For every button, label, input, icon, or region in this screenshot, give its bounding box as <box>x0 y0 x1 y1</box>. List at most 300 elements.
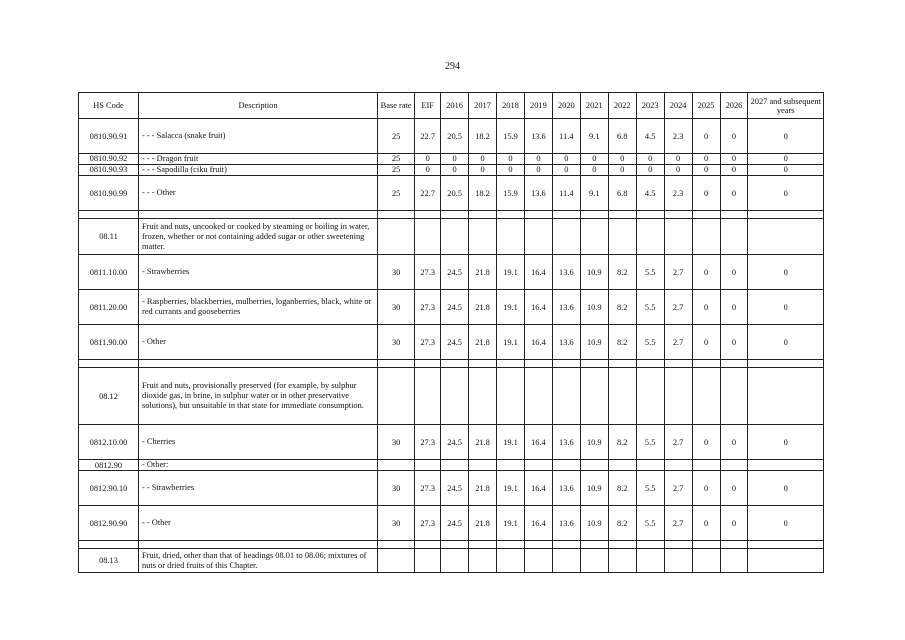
rate-cell: 8.2 <box>608 290 636 325</box>
rate-cell: 30 <box>378 290 415 325</box>
description-cell: - Raspberries, blackberries, mulberries, loganberries, black, white or red currants and gooseberries <box>139 290 378 325</box>
rate-cell <box>748 368 824 425</box>
rate-cell: 5.5 <box>636 255 664 290</box>
rate-cell <box>415 211 441 219</box>
description-cell: - Other: <box>139 460 378 471</box>
rate-cell <box>552 541 580 549</box>
description-cell: - Strawberries <box>139 255 378 290</box>
rate-cell: 13.6 <box>524 176 552 211</box>
rate-cell <box>692 219 720 255</box>
table-row <box>79 460 824 471</box>
rate-cell <box>469 460 497 471</box>
description-cell <box>139 360 378 368</box>
rate-cell <box>378 460 415 471</box>
column-header: 2025 <box>692 93 720 119</box>
rate-cell: 27.3 <box>415 255 441 290</box>
rate-cell: 27.3 <box>415 325 441 360</box>
column-header: 2018 <box>497 93 525 119</box>
rate-cell: 0 <box>720 425 748 460</box>
column-header: 2026 <box>720 93 748 119</box>
rate-cell <box>524 541 552 549</box>
rate-cell <box>469 541 497 549</box>
rate-cell: 0 <box>748 325 824 360</box>
rate-cell <box>497 541 525 549</box>
hs-code-cell <box>79 211 139 219</box>
hs-code-cell: 0811.10.00 <box>79 255 139 290</box>
rate-cell: 0 <box>664 154 692 165</box>
rate-cell <box>636 368 664 425</box>
rate-cell <box>608 460 636 471</box>
rate-cell: 5.5 <box>636 471 664 506</box>
rate-cell: 0 <box>720 290 748 325</box>
rate-cell <box>636 219 664 255</box>
rate-cell: 5.5 <box>636 506 664 541</box>
description-cell: - - - Dragon fruit <box>139 154 378 165</box>
description-cell <box>139 541 378 549</box>
rate-cell <box>378 211 415 219</box>
rate-cell <box>378 549 415 573</box>
rate-cell: 0 <box>552 165 580 176</box>
rate-cell: 16.4 <box>524 255 552 290</box>
rate-cell <box>748 549 824 573</box>
rate-cell <box>720 549 748 573</box>
page-number: 294 <box>445 61 460 72</box>
rate-cell: 19.1 <box>497 290 525 325</box>
rate-cell: 0 <box>524 154 552 165</box>
rate-cell <box>552 211 580 219</box>
description-cell: - - Other <box>139 506 378 541</box>
rate-cell: 21.8 <box>469 471 497 506</box>
rate-cell: 0 <box>608 165 636 176</box>
rate-cell: 10.9 <box>580 425 608 460</box>
description-cell: - - - Sapodilla (ciku fruit) <box>139 165 378 176</box>
column-header: 2016 <box>441 93 469 119</box>
description-cell: - - - Salacca (snake fruit) <box>139 119 378 154</box>
rate-cell <box>580 360 608 368</box>
rate-cell: 0 <box>441 154 469 165</box>
rate-cell: 10.9 <box>580 290 608 325</box>
rate-cell: 0 <box>580 154 608 165</box>
rate-cell <box>636 541 664 549</box>
rate-cell <box>441 211 469 219</box>
rate-cell: 0 <box>580 165 608 176</box>
rate-cell <box>441 360 469 368</box>
rate-cell: 0 <box>692 255 720 290</box>
column-header: Description <box>139 93 378 119</box>
rate-cell: 24.5 <box>441 325 469 360</box>
rate-cell <box>720 211 748 219</box>
table-row <box>79 471 824 506</box>
rate-cell: 0 <box>720 119 748 154</box>
table-row <box>79 506 824 541</box>
rate-cell: 24.5 <box>441 290 469 325</box>
rate-cell <box>580 549 608 573</box>
rate-cell <box>497 219 525 255</box>
rate-cell: 0 <box>415 165 441 176</box>
rate-cell <box>692 549 720 573</box>
rate-cell <box>415 549 441 573</box>
rate-cell: 20.5 <box>441 119 469 154</box>
rate-cell: 10.9 <box>580 325 608 360</box>
table-header-row <box>79 93 824 119</box>
rate-cell: 27.3 <box>415 425 441 460</box>
description-cell: - Other <box>139 325 378 360</box>
rate-cell <box>720 368 748 425</box>
rate-cell <box>608 360 636 368</box>
table-row <box>79 549 824 573</box>
rate-cell <box>580 541 608 549</box>
column-header: HS Code <box>79 93 139 119</box>
rate-cell: 10.9 <box>580 255 608 290</box>
rate-cell <box>748 211 824 219</box>
rate-cell <box>524 549 552 573</box>
rate-cell: 13.6 <box>524 119 552 154</box>
column-header: EIF <box>415 93 441 119</box>
hs-code-cell: 0812.10.00 <box>79 425 139 460</box>
rate-cell: 21.8 <box>469 290 497 325</box>
rate-cell: 18.2 <box>469 119 497 154</box>
rate-cell <box>580 219 608 255</box>
rate-cell: 0 <box>692 165 720 176</box>
rate-cell <box>552 460 580 471</box>
rate-cell: 0 <box>692 325 720 360</box>
rate-cell <box>524 460 552 471</box>
table-row <box>79 541 824 549</box>
rate-cell: 2.7 <box>664 290 692 325</box>
rate-cell <box>608 211 636 219</box>
rate-cell: 0 <box>748 165 824 176</box>
rate-cell <box>580 211 608 219</box>
column-header: 2023 <box>636 93 664 119</box>
rate-cell <box>636 360 664 368</box>
rate-cell: 0 <box>748 425 824 460</box>
hs-code-cell: 0810.90.92 <box>79 154 139 165</box>
rate-cell: 0 <box>692 119 720 154</box>
rate-cell: 0 <box>497 154 525 165</box>
rate-cell: 27.3 <box>415 290 441 325</box>
rate-cell <box>608 541 636 549</box>
rate-cell: 0 <box>692 154 720 165</box>
rate-cell <box>469 549 497 573</box>
rate-cell: 22.7 <box>415 119 441 154</box>
rate-cell <box>415 541 441 549</box>
rate-cell <box>415 460 441 471</box>
rate-cell: 0 <box>497 165 525 176</box>
hs-code-cell: 08.11 <box>79 219 139 255</box>
rate-cell: 0 <box>608 154 636 165</box>
rate-cell <box>636 211 664 219</box>
description-cell: - Cherries <box>139 425 378 460</box>
rate-cell <box>664 460 692 471</box>
rate-cell: 2.7 <box>664 425 692 460</box>
rate-cell: 19.1 <box>497 425 525 460</box>
rate-cell: 5.5 <box>636 425 664 460</box>
description-cell <box>139 211 378 219</box>
rate-cell <box>748 219 824 255</box>
rate-cell <box>441 368 469 425</box>
hs-code-cell <box>79 360 139 368</box>
table-row <box>79 255 824 290</box>
rate-cell <box>664 541 692 549</box>
rate-cell <box>415 360 441 368</box>
rate-cell: 25 <box>378 176 415 211</box>
rate-cell <box>720 541 748 549</box>
rate-cell <box>497 460 525 471</box>
rate-cell <box>692 541 720 549</box>
rate-cell: 6.8 <box>608 119 636 154</box>
rate-cell <box>497 211 525 219</box>
rate-cell <box>608 549 636 573</box>
rate-cell: 13.6 <box>552 255 580 290</box>
table-row <box>79 325 824 360</box>
table-row <box>79 219 824 255</box>
rate-cell <box>720 360 748 368</box>
rate-cell <box>664 549 692 573</box>
rate-cell: 13.6 <box>552 325 580 360</box>
rate-cell: 10.9 <box>580 506 608 541</box>
rate-cell: 21.8 <box>469 255 497 290</box>
rate-cell: 0 <box>720 506 748 541</box>
column-header: 2022 <box>608 93 636 119</box>
rate-cell: 8.2 <box>608 425 636 460</box>
rate-cell: 8.2 <box>608 471 636 506</box>
hs-code-cell: 08.12 <box>79 368 139 425</box>
rate-cell <box>441 549 469 573</box>
rate-cell <box>608 368 636 425</box>
tariff-schedule-table <box>78 92 824 573</box>
description-cell: Fruit and nuts, uncooked or cooked by steaming or boiling in water, frozen, whether or not containing added sugar or other sweetening matter. <box>139 219 378 255</box>
rate-cell <box>748 360 824 368</box>
rate-cell <box>497 360 525 368</box>
rate-cell: 19.1 <box>497 471 525 506</box>
rate-cell: 0 <box>748 119 824 154</box>
rate-cell: 19.1 <box>497 325 525 360</box>
column-header: 2020 <box>552 93 580 119</box>
rate-cell: 9.1 <box>580 176 608 211</box>
rate-cell: 25 <box>378 165 415 176</box>
column-header: 2017 <box>469 93 497 119</box>
rate-cell: 21.8 <box>469 506 497 541</box>
table-row <box>79 290 824 325</box>
column-header: 2021 <box>580 93 608 119</box>
table-row <box>79 154 824 165</box>
hs-code-cell: 0812.90.90 <box>79 506 139 541</box>
column-header: 2024 <box>664 93 692 119</box>
rate-cell: 9.1 <box>580 119 608 154</box>
rate-cell: 18.2 <box>469 176 497 211</box>
column-header: 2019 <box>524 93 552 119</box>
rate-cell: 0 <box>720 176 748 211</box>
rate-cell: 10.9 <box>580 471 608 506</box>
rate-cell: 5.5 <box>636 290 664 325</box>
rate-cell: 16.4 <box>524 471 552 506</box>
rate-cell <box>664 211 692 219</box>
rate-cell: 30 <box>378 506 415 541</box>
rate-cell: 0 <box>636 154 664 165</box>
rate-cell <box>692 368 720 425</box>
rate-cell <box>720 219 748 255</box>
rate-cell: 25 <box>378 154 415 165</box>
rate-cell: 24.5 <box>441 471 469 506</box>
rate-cell: 11.4 <box>552 119 580 154</box>
rate-cell: 24.5 <box>441 255 469 290</box>
rate-cell: 0 <box>692 176 720 211</box>
rate-cell: 16.4 <box>524 425 552 460</box>
rate-cell: 16.4 <box>524 506 552 541</box>
rate-cell: 0 <box>415 154 441 165</box>
hs-code-cell <box>79 541 139 549</box>
rate-cell: 30 <box>378 325 415 360</box>
rate-cell: 25 <box>378 119 415 154</box>
rate-cell: 0 <box>524 165 552 176</box>
rate-cell: 0 <box>469 154 497 165</box>
rate-cell <box>524 219 552 255</box>
rate-cell: 0 <box>720 325 748 360</box>
rate-cell: 13.6 <box>552 425 580 460</box>
rate-cell: 13.6 <box>552 506 580 541</box>
rate-cell <box>580 368 608 425</box>
rate-cell: 2.7 <box>664 506 692 541</box>
rate-cell: 4.5 <box>636 119 664 154</box>
rate-cell: 2.7 <box>664 471 692 506</box>
rate-cell: 24.5 <box>441 506 469 541</box>
rate-cell: 0 <box>441 165 469 176</box>
rate-cell: 0 <box>748 506 824 541</box>
column-header: Base rate <box>378 93 415 119</box>
rate-cell: 2.7 <box>664 255 692 290</box>
rate-cell: 15.9 <box>497 119 525 154</box>
rate-cell <box>497 368 525 425</box>
description-cell: Fruit, dried, other than that of headings 08.01 to 08.06; mixtures of nuts or dried fruits of this Chapter. <box>139 549 378 573</box>
rate-cell <box>378 219 415 255</box>
table-row <box>79 176 824 211</box>
rate-cell <box>636 549 664 573</box>
rate-cell <box>580 460 608 471</box>
rate-cell <box>441 541 469 549</box>
rate-cell: 0 <box>720 165 748 176</box>
rate-cell <box>497 549 525 573</box>
rate-cell: 8.2 <box>608 506 636 541</box>
description-cell: - - Strawberries <box>139 471 378 506</box>
hs-code-cell: 0810.90.99 <box>79 176 139 211</box>
rate-cell: 27.3 <box>415 471 441 506</box>
rate-cell: 0 <box>692 506 720 541</box>
rate-cell: 13.6 <box>552 471 580 506</box>
rate-cell: 0 <box>692 425 720 460</box>
rate-cell: 30 <box>378 255 415 290</box>
table-row <box>79 165 824 176</box>
rate-cell <box>524 360 552 368</box>
rate-cell <box>552 219 580 255</box>
rate-cell <box>552 549 580 573</box>
rate-cell <box>524 211 552 219</box>
rate-cell <box>441 219 469 255</box>
rate-cell <box>748 460 824 471</box>
rate-cell <box>692 211 720 219</box>
rate-cell <box>415 368 441 425</box>
rate-cell: 20.5 <box>441 176 469 211</box>
description-cell: Fruit and nuts, provisionally preserved (for example, by sulphur dioxide gas, in brine, in sulphur water or in other preservative solutions), but unsuitable in that state for immediate consumption. <box>139 368 378 425</box>
rate-cell <box>692 360 720 368</box>
rate-cell <box>469 360 497 368</box>
rate-cell: 19.1 <box>497 506 525 541</box>
rate-cell: 4.5 <box>636 176 664 211</box>
rate-cell: 11.4 <box>552 176 580 211</box>
rate-cell <box>415 219 441 255</box>
rate-cell: 8.2 <box>608 325 636 360</box>
rate-cell <box>664 219 692 255</box>
rate-cell <box>469 211 497 219</box>
rate-cell: 6.8 <box>608 176 636 211</box>
rate-cell <box>469 219 497 255</box>
table-row <box>79 211 824 219</box>
rate-cell: 16.4 <box>524 290 552 325</box>
rate-cell <box>469 368 497 425</box>
rate-cell: 0 <box>720 471 748 506</box>
rate-cell: 19.1 <box>497 255 525 290</box>
rate-cell: 8.2 <box>608 255 636 290</box>
rate-cell <box>692 460 720 471</box>
rate-cell <box>664 360 692 368</box>
rate-cell <box>636 460 664 471</box>
rate-cell: 0 <box>748 255 824 290</box>
column-header: 2027 and subsequent years <box>748 93 824 119</box>
hs-code-cell: 0811.90.00 <box>79 325 139 360</box>
rate-cell: 0 <box>664 165 692 176</box>
rate-cell <box>441 460 469 471</box>
rate-cell: 0 <box>692 290 720 325</box>
hs-code-cell: 0810.90.93 <box>79 165 139 176</box>
rate-cell <box>664 368 692 425</box>
rate-cell: 30 <box>378 425 415 460</box>
rate-cell: 0 <box>748 154 824 165</box>
rate-cell: 0 <box>469 165 497 176</box>
hs-code-cell: 0812.90 <box>79 460 139 471</box>
description-cell: - - - Other <box>139 176 378 211</box>
rate-cell: 0 <box>748 290 824 325</box>
rate-cell: 0 <box>748 471 824 506</box>
rate-cell <box>552 360 580 368</box>
rate-cell: 2.7 <box>664 325 692 360</box>
table-row <box>79 425 824 460</box>
rate-cell: 0 <box>552 154 580 165</box>
rate-cell: 0 <box>720 255 748 290</box>
rate-cell <box>524 368 552 425</box>
hs-code-cell: 0811.20.00 <box>79 290 139 325</box>
hs-code-cell: 0810.90.91 <box>79 119 139 154</box>
rate-cell: 13.6 <box>552 290 580 325</box>
rate-cell: 22.7 <box>415 176 441 211</box>
rate-cell <box>378 368 415 425</box>
rate-cell: 0 <box>720 154 748 165</box>
rate-cell: 24.5 <box>441 425 469 460</box>
rate-cell: 0 <box>748 176 824 211</box>
rate-cell <box>748 541 824 549</box>
rate-cell <box>378 541 415 549</box>
rate-cell <box>720 460 748 471</box>
rate-cell: 5.5 <box>636 325 664 360</box>
rate-cell <box>608 219 636 255</box>
rate-cell: 15.9 <box>497 176 525 211</box>
rate-cell <box>552 368 580 425</box>
rate-cell: 0 <box>692 471 720 506</box>
rate-cell: 2.3 <box>664 176 692 211</box>
hs-code-cell: 08.13 <box>79 549 139 573</box>
rate-cell: 21.8 <box>469 425 497 460</box>
hs-code-cell: 0812.90.10 <box>79 471 139 506</box>
rate-cell: 21.8 <box>469 325 497 360</box>
table-body <box>79 119 824 573</box>
